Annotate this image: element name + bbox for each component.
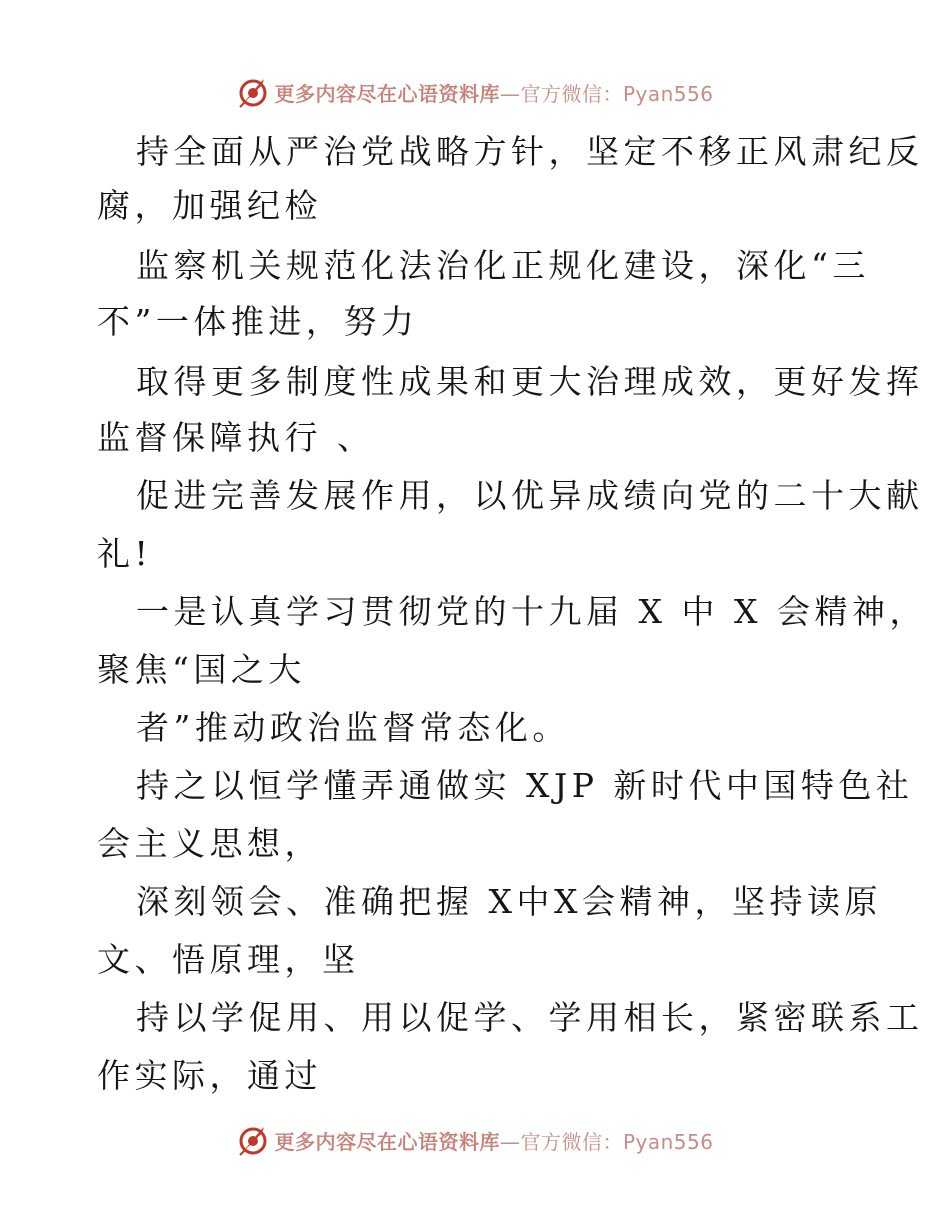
header-banner-tail: —官方微信：Pyan556 (499, 81, 714, 106)
quill-pen-circle-icon (236, 75, 270, 109)
body-line: 者”推动政治监督常态化。 (136, 708, 570, 747)
body-line: 作实际，通过 (97, 1056, 322, 1095)
body-line: 一是认真学习贯彻党的十九届 X 中 X 会精神， (136, 592, 927, 631)
body-line: 取得更多制度性成果和更大治理成效，更好发挥 (136, 362, 924, 401)
footer-banner-lead: 更多内容尽在心语资料库 (274, 1129, 500, 1154)
body-line: 不”一体推进，努力 (97, 302, 419, 341)
body-line: 聚焦“国之大 (97, 650, 306, 689)
body-line: 腐，加强纪检 (97, 186, 322, 225)
body-line: 促进完善发展作用，以优异成绩向党的二十大献 (136, 476, 924, 515)
header-banner-text (274, 78, 713, 107)
body-line: 持以学促用、用以促学、学用相长，紧密联系工 (136, 998, 924, 1037)
body-line: 监督保障执行 、 (97, 418, 375, 457)
footer-banner (0, 1120, 950, 1160)
header-banner-lead: 更多内容尽在心语资料库 (274, 81, 500, 106)
body-line: 持之以恒学懂弄通做实 XJP 新时代中国特色社 (136, 766, 914, 805)
footer-banner-text (274, 1126, 713, 1155)
quill-pen-circle-icon (236, 1123, 270, 1157)
body-line: 深刻领会、准确把握 X中X会精神，坚持读原 (136, 882, 882, 921)
body-line: 会主义思想， (97, 824, 322, 863)
header-banner (0, 72, 950, 112)
body-line: 文、悟原理，坚 (97, 940, 360, 979)
body-line: 礼! (97, 534, 153, 573)
body-line: 监察机关规范化法治化正规化建设，深化“三 (136, 246, 870, 285)
footer-banner-tail: —官方微信：Pyan556 (499, 1129, 714, 1154)
body-line: 持全面从严治党战略方针，坚定不移正风肃纪反 (136, 132, 924, 171)
